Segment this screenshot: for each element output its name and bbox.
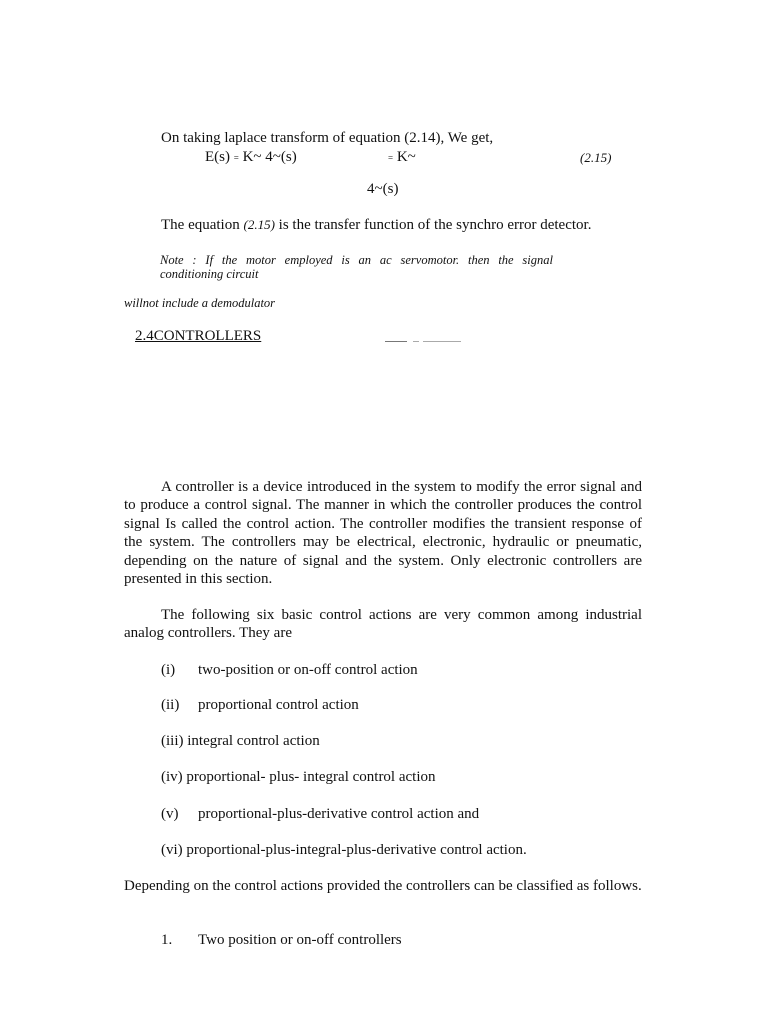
equation-denominator: 4~(s)	[367, 181, 399, 197]
list-item-number: (ii)	[161, 697, 180, 713]
section-heading: 2.4CONTROLLERS	[135, 328, 262, 344]
note-line-1: Note : If the motor employed is an ac servomotor. then the signal	[160, 253, 553, 267]
list-item	[161, 696, 359, 714]
equation-number: (2.15)	[580, 150, 612, 165]
equation-right-side	[388, 148, 416, 167]
note-line-3: willnot include a demodulator	[124, 296, 276, 310]
list-item-text: (iv) proportional- plus- integral control action	[161, 769, 436, 785]
list-item	[161, 661, 418, 679]
list-item-text: (vi) proportional-plus-integral-plus-derivative control action.	[161, 842, 527, 858]
list-item-text: proportional-plus-derivative control action and	[198, 806, 480, 822]
transfer-function-sentence	[161, 216, 591, 234]
list-item-text: proportional control action	[198, 697, 359, 713]
transfer-sentence-end: is the transfer function of the synchro error detector.	[274, 217, 592, 233]
list-item	[161, 805, 479, 823]
list-item	[161, 931, 402, 949]
list-item	[161, 768, 436, 786]
list-item-text: (iii) integral control action	[161, 733, 320, 749]
list-item-text: Two position or on-off controllers	[198, 932, 402, 948]
list-item-text: two-position or on-off control action	[198, 662, 418, 678]
equation-intro: On taking laplace transform of equation (2.14), We get,	[161, 130, 494, 146]
decorative-rule-2	[413, 341, 419, 342]
decorative-rule-3	[423, 341, 461, 342]
paragraph-six-actions: The following six basic control actions are very common among industrial analog controllers. They are	[124, 607, 642, 642]
paragraph-classification: Depending on the control actions provided the controllers can be classified as follows.	[124, 878, 642, 894]
equation-rhs-2: K~	[396, 149, 416, 165]
list-item-number: (i)	[161, 662, 176, 678]
list-item-number: (v)	[161, 806, 179, 822]
equation-equals-sign: =	[233, 153, 239, 163]
transfer-sentence-start: The equation	[161, 217, 244, 233]
decorative-rule-1	[385, 341, 407, 342]
equation-lhs: E(s)	[205, 149, 230, 165]
equation-rhs-numerator: K~ 4~(s)	[242, 149, 297, 165]
list-item	[161, 841, 527, 859]
list-item	[161, 732, 320, 750]
paragraph-controller-definition: A controller is a device introduced in the system to modify the error signal and to produce a control signal. The manner in which the controller produces the control signal Is called the control action. The controller modifies the transient response of the system. The controllers may be electrical, electronic, hydraulic or pneumatic, depending on the nature of signal and the system. Only electronic controllers are presented in this section.	[124, 479, 642, 588]
equation-line	[205, 148, 297, 167]
transfer-sentence-ref: (2.15)	[243, 217, 275, 232]
note-line-2: conditioning circuit	[160, 267, 259, 281]
equation-equals-sign-2: =	[388, 153, 394, 163]
list-item-number: 1.	[161, 932, 173, 948]
